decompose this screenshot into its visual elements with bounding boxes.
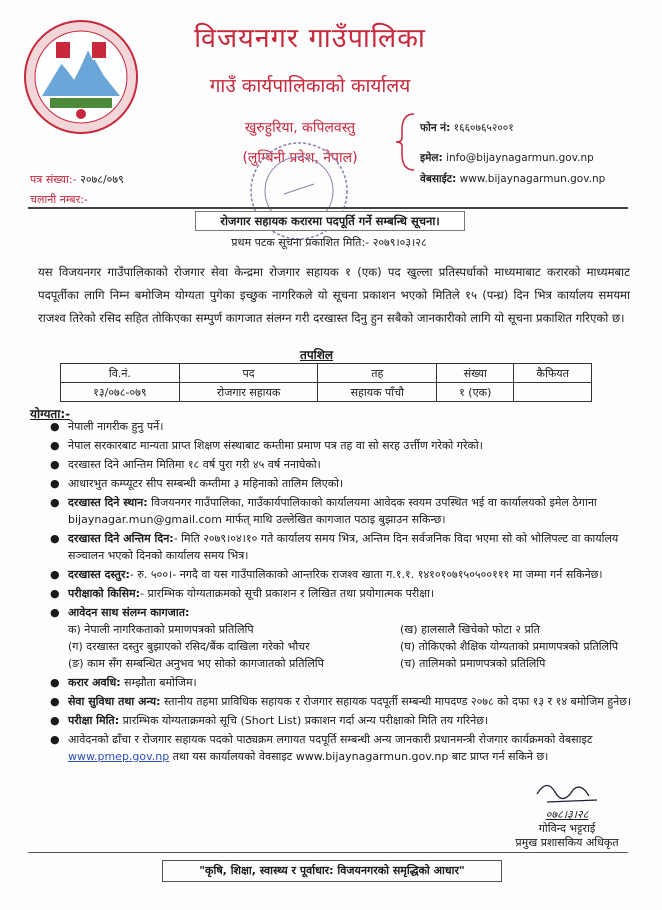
- table-header-row: [61, 364, 592, 383]
- list-item: ● करार अवधि: सम्झौता बमोजिम।: [50, 676, 197, 689]
- signature-block: [502, 774, 632, 850]
- nepal-emblem-logo: [22, 18, 140, 136]
- col-header: पद: [179, 364, 318, 383]
- col-header: तह: [318, 364, 437, 383]
- list-item: ● परीक्षाको किसिम:- प्रारम्भिक योग्यताक्रमको सूची प्रकाशन र लिखित तथा प्रयोगात्मक परीक्षा।: [50, 587, 435, 600]
- phone-label: फोन नं:: [420, 122, 451, 134]
- pmep-link[interactable]: www.pmep.gov.np: [68, 750, 170, 763]
- list-item: ● दरखास्त दिने स्थान: विजयनगर गाउँपालिका, गाउँकार्यपालिकाको कार्यालयमा आवेदक स्वयम उपस्थित भई वा कार्यालयको इमेल ठेगाना bijaynagar.mun@gmail.com मार्फत् माथि उल्लेखित कागजात पठाइ बुझाउन सकिन्छ।: [50, 496, 597, 526]
- vacancy-table: [60, 363, 592, 402]
- bullet-icon: ●: [50, 606, 60, 619]
- website-label: वेबसाईट:: [420, 173, 457, 185]
- footer-divider: [28, 852, 628, 853]
- list-item: ● दरखास्त दिने अन्तिम दिन:- मिति २०७९।०४।१० गते कार्यालय समय भित्र, अन्तिम दिन सर्वजनिक विदा भएमा सो को भोलिपल्ट वा कार्यालय सञ्चालन भएको दिनको कार्यालय समय भित्र।: [50, 532, 619, 562]
- bullet-icon: ●: [50, 676, 60, 689]
- qualifications-list: [42, 418, 646, 767]
- address-line-2: (लुम्बिनी प्रदेश, नेपाल): [242, 150, 358, 166]
- ref-number: [30, 172, 124, 187]
- list-item: ● आवेदनको ढाँचा र रोजगार सहायक पदको पाठ्यक्रम लगायत पदपूर्ति सम्बन्धी अन्य जानकारी प्रधानमन्त्री रोजगार कार्यक्रमको वेबसाइट www.pmep.gov.np तथा यस कार्यालयको वेवसाइट www.bijaynagarmun.gov.np बाट प्राप्त गर्न सकिने छ।: [50, 733, 593, 763]
- ref-label: पत्र संख्या:-: [30, 173, 77, 186]
- phone-value: १६६०७६५२००१: [453, 122, 514, 134]
- email-value[interactable]: info@bijaynagarmun.gov.np: [446, 152, 594, 164]
- bullet-icon: ●: [50, 532, 60, 545]
- list-item: ● परीक्षा मिति: प्रारम्भिक योग्यताक्रमको सूचि (Short List) प्रकाशन गर्दा अन्य परीक्षाको मिति तय गरिनेछ।: [50, 714, 489, 727]
- qualifications-heading: योग्यता:-: [30, 407, 71, 421]
- table-cell: रोजगार सहायक: [179, 383, 318, 402]
- dispatch-number-label: चलानी नम्बर:-: [30, 193, 88, 206]
- signer-name: गोविन्द भट्टराई: [538, 822, 596, 835]
- municipality-title: विजयनगर गाउँपालिका: [194, 23, 426, 54]
- list-item: ● दरखास्त दिने आन्तिम मितिमा १८ वर्ष पुरा गरी ४५ वर्ष ननाघेको।: [50, 458, 321, 471]
- notice-subject: रोजगार सहायक करारमा पदपूर्ति गर्ने सम्बन्धि सूचना।: [195, 211, 465, 231]
- phone-line: [420, 121, 514, 135]
- col-header: कैफियत: [514, 364, 592, 383]
- bullet-icon: ●: [50, 496, 60, 509]
- email-line: [420, 151, 594, 165]
- table-cell: [514, 383, 592, 402]
- col-header: वि.नं.: [61, 364, 180, 383]
- docs-row: क) नेपाली नागरिकताको प्रमाणपत्रको प्रतिलिपि (ख) हालसालै खिचेको फोटा २ प्रति: [68, 623, 540, 636]
- bullet-icon: ●: [50, 695, 60, 708]
- header-bracket: [394, 112, 418, 172]
- bullet-icon: ●: [50, 568, 60, 581]
- list-item: ● आवेदन साथ संलग्न कागजात: क) नेपाली नागरिकताको प्रमाणपत्रको प्रतिलिपि (ख) हालसालै खिचेको फोटा २ प्रति (ग) दरखास्त दस्तुर बुझाएको रसिद/बैंक दाखिला गरेको भौचर (घ) तोकिएको शैक्षिक योग्यताको प्रमाणपत्रको प्रतिलिपि (ङ) काम सँग सम्बन्धित अनुभव भए सोको कागजातको प्रतिलिपि (च) तालिमको प्रमाणपत्रको प्रतिलिपि: [56, 604, 646, 672]
- signature-date: ०७८।३।२८: [545, 808, 589, 821]
- bullet-icon: ●: [50, 733, 60, 746]
- bullet-icon: ●: [50, 714, 60, 727]
- table-cell: सहायक पाँचौ: [318, 383, 437, 402]
- bullet-icon: ●: [50, 477, 60, 490]
- table-caption: तपशिल: [300, 348, 334, 362]
- header-divider: [28, 207, 628, 209]
- table-cell: १ (एक): [437, 383, 514, 402]
- docs-row: (ङ) काम सँग सम्बन्धित अनुभव भए सोको कागजातको प्रतिलिपि (च) तालिमको प्रमाणपत्रको प्रतिलिपि: [68, 657, 546, 670]
- signer-title: प्रमुख प्रशासकिय अधिकृत: [515, 836, 619, 849]
- office-subtitle: गाउँ कार्यपालिकाको कार्यालय: [209, 75, 411, 97]
- handwritten-signature: [527, 774, 607, 808]
- address-line-1: खुरुहुरिया, कपिलवस्तु: [244, 120, 356, 136]
- table-row: [61, 383, 592, 402]
- bullet-icon: ●: [50, 458, 60, 471]
- publication-date: प्रथम पटक सूचना प्रकाशित मिति:- २०७९।०३।२८: [231, 236, 427, 249]
- email-label: इमेल:: [420, 152, 443, 164]
- bullet-icon: ●: [50, 420, 60, 433]
- list-item: ● सेवा सुविधा तथा अन्य: स्तानीय तहमा प्राविधिक सहायक र रोजगार सहायक पदपूर्ती सम्बन्धी मापदण्ड २०७८ को दफा १३ र १४ बमोजिम हुनेछ।: [50, 695, 632, 708]
- notice-intro-paragraph: यस विजयनगर गाउँपालिकाको रोजगार सेवा केन्द्रमा रोजगार सहायक १ (एक) पद खुल्ला प्रतिस्पर्धाको माध्यमाबाट करारको माध्यमबाट पदपूर्तीका लागि निम्न बमोजिम योग्यता पुगेका इच्छुक नागरिकले यो सूचना प्रकाशन भएको मितिले १५ (पन्ध्र) दिन भित्र कार्यालय समयमा राजश्व तिरेको रसिद सहित तोकिएका सम्पुर्ण कागजात संलग्न गरी दरखास्त दिनु हुन सबैको जानकारीको लागि यो सूचना प्रकाशित गरिएको छ।: [38, 265, 630, 325]
- list-item: ● दरखास्त दस्तुर:- रु. ५००।- नगदै वा यस गाउँपालिकाको आन्तरिक राजश्व खाता ग.१.१. १४१०१०७१५०५००१११ मा जम्मा गर्न सकिनेछ।: [50, 568, 603, 581]
- website-line: [420, 172, 605, 186]
- list-item: ● नेपाली नागरीक हुनु पर्ने।: [50, 420, 164, 433]
- bullet-icon: ●: [50, 439, 60, 452]
- ref-value: २०७८/०७९: [80, 173, 124, 186]
- list-item: ● आधारभुत कम्प्यूटर सीप सम्बन्धी कम्तीमा ३ महिनाको तालिम लिएको।: [50, 477, 344, 490]
- table-cell: १३/०७८-०७९: [61, 383, 180, 402]
- list-item: ● नेपाल सरकारबाट मान्यता प्राप्त शिक्षण संस्थाबाट कम्तीमा प्रमाण पत्र तह वा सो सरह उर्त्तीण गरेको गरेको।: [50, 439, 483, 452]
- website-value[interactable]: www.bijaynagarmun.gov.np: [459, 173, 606, 185]
- col-header: संख्या: [437, 364, 514, 383]
- docs-row: (ग) दरखास्त दस्तुर बुझाएको रसिद/बैंक दाखिला गरेको भौचर (घ) तोकिएको शैक्षिक योग्यताको प्रमाणपत्रको प्रतिलिपि: [68, 640, 619, 653]
- footer-motto: "कृषि, शिक्षा, स्वास्थ्य र पूर्वाधार: विजयनगरको समृद्धिको आधार": [162, 860, 502, 882]
- bullet-icon: ●: [50, 587, 60, 600]
